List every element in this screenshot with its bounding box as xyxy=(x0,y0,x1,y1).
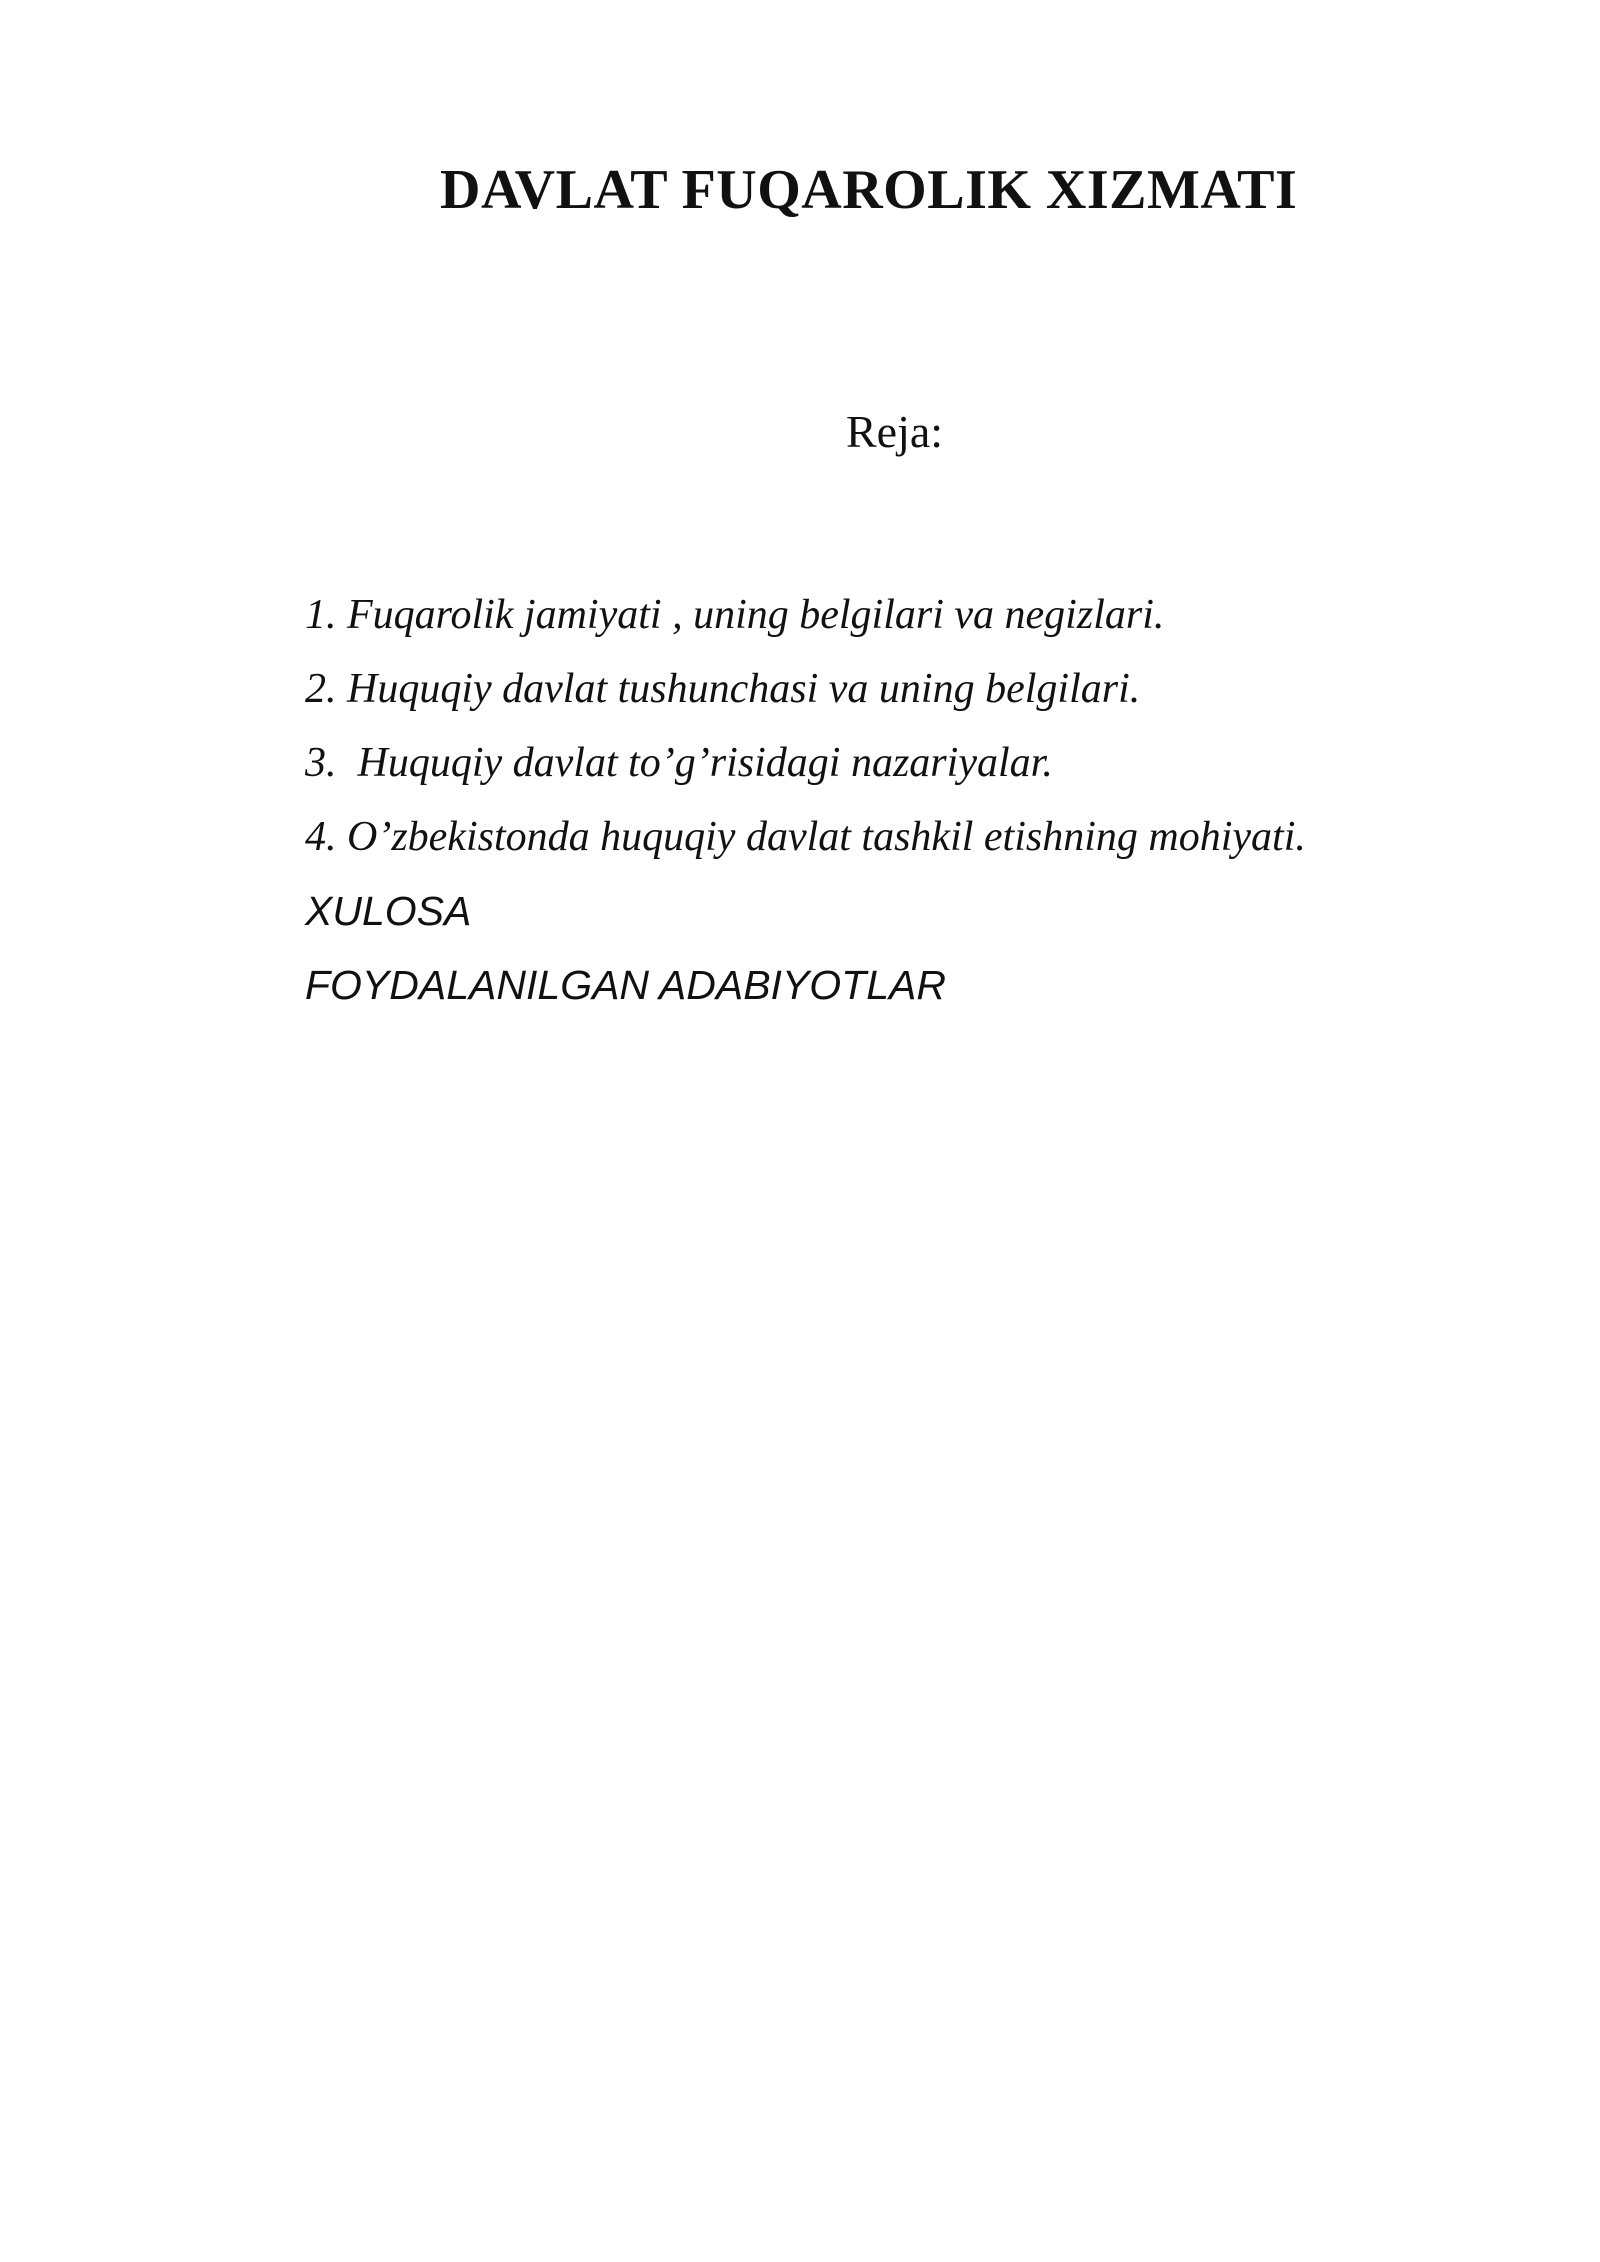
document-title: DAVLAT FUQAROLIK XIZMATI xyxy=(440,159,1298,221)
plan-item-references: FOYDALANILGAN ADABIYOTLAR xyxy=(305,962,946,1008)
plan-item-2: 2. Huquqiy davlat tushunchasi va uning belgilari. xyxy=(305,666,1141,712)
plan-item-1: 1. Fuqarolik jamiyati , uning belgilari va negizlari. xyxy=(305,592,1165,638)
plan-item-4: 4. O’zbekistonda huquqiy davlat tashkil etishning mohiyati. xyxy=(305,814,1306,860)
plan-item-3: 3. Huquqiy davlat to’g’risidagi nazariyalar. xyxy=(305,740,1053,786)
plan-item-conclusion: XULOSA xyxy=(305,888,472,934)
plan-list xyxy=(305,578,1306,1022)
plan-heading: Reja: xyxy=(846,406,944,457)
